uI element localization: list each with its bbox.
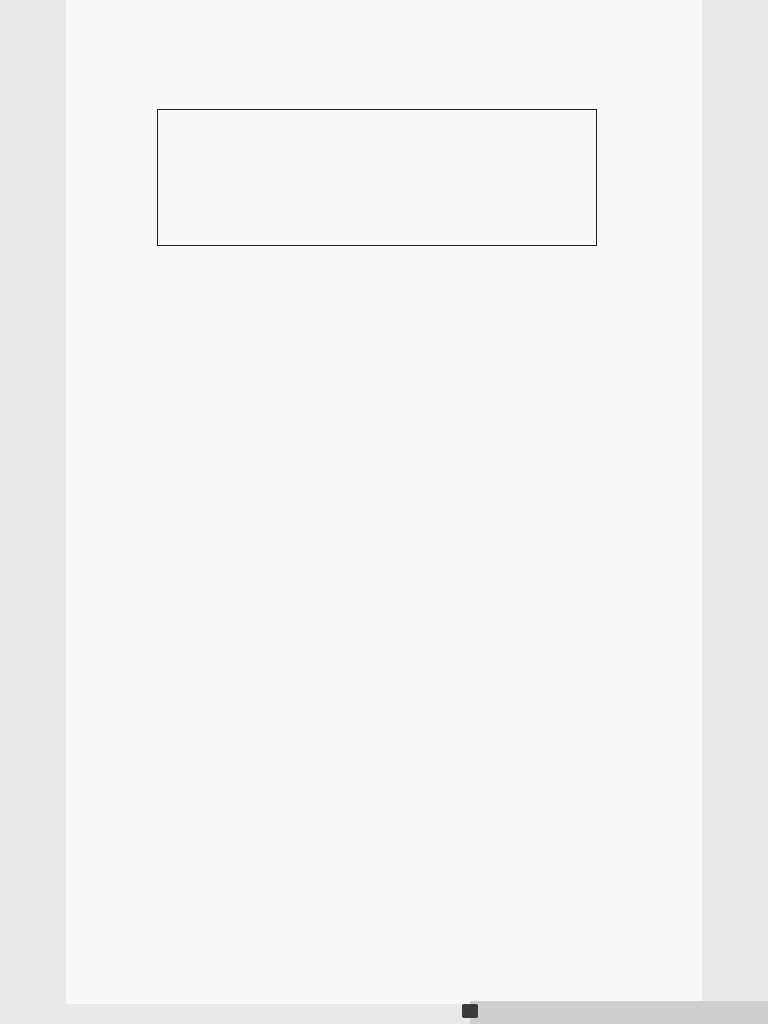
scanner-footer [470, 1001, 768, 1024]
camscanner-logo [462, 1004, 478, 1018]
identity-box [157, 109, 597, 246]
